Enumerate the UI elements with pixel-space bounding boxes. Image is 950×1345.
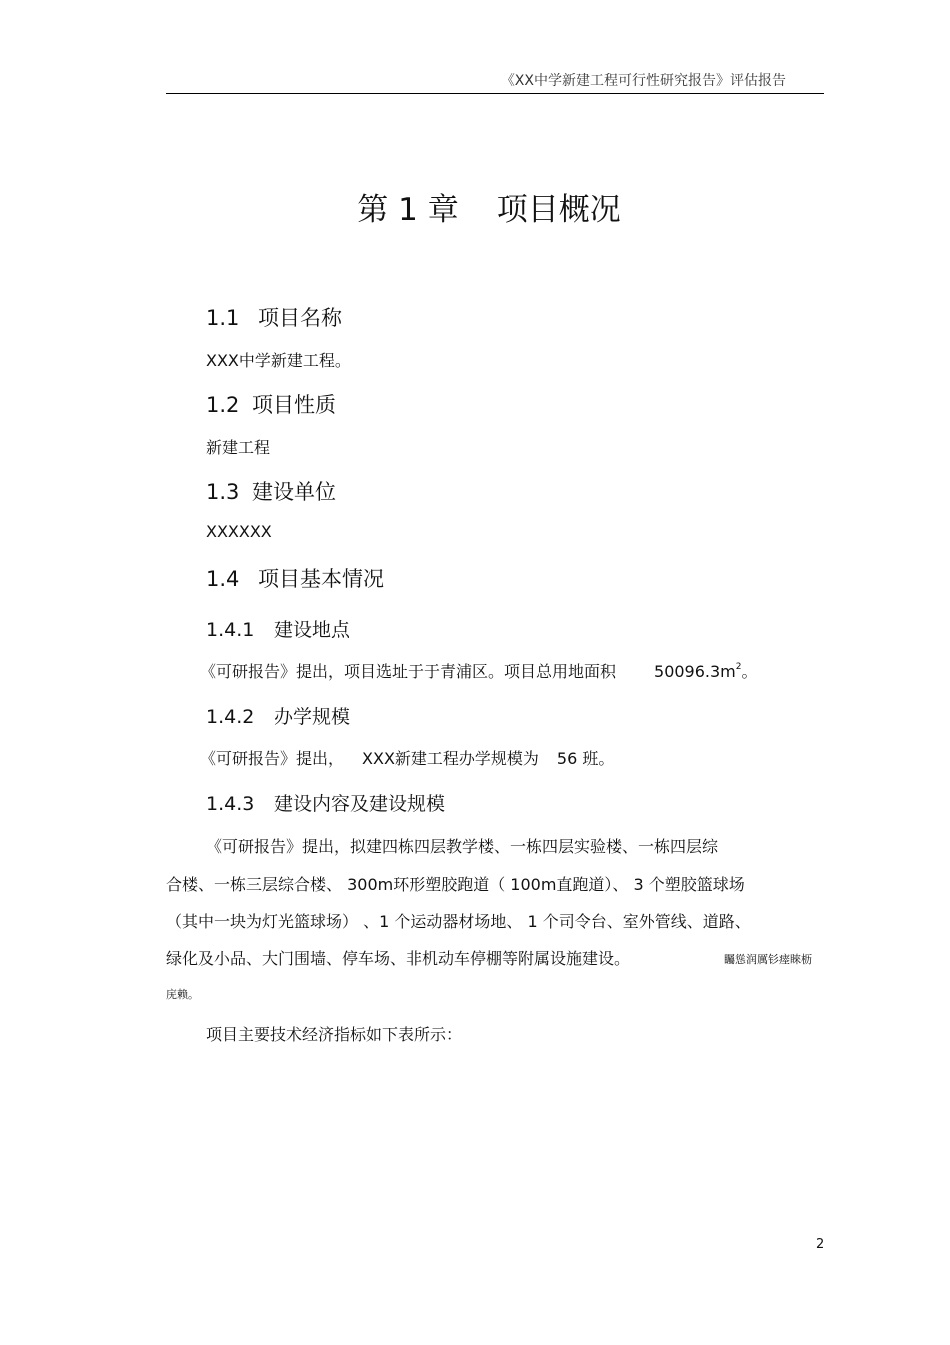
section-title: 项目基本情况 [258,567,384,591]
chapter-heading [0,184,950,229]
subsection-heading-1-4-1 [206,615,350,642]
paragraph-line-4: 绿化及小品、大门围墙、停车场、非机动车停棚等附属设施建设。 [166,949,631,968]
section-heading-1-4 [206,563,384,593]
section-title: 建设单位 [252,480,336,504]
closing-sentence: 项目主要技术经济指标如下表所示： [206,1025,463,1044]
paragraph-garbled-text: 矚慫润厲钐瘗睞枥 [724,953,812,966]
section-number: 1.1 [206,306,240,330]
subsection-number: 1.4.2 [206,706,255,728]
subsection-heading-1-4-3 [206,789,445,816]
subsection-title: 建设地点 [274,619,351,641]
section-body-1-3: XXXXXX [206,522,272,541]
section-body-1-2: 新建工程 [206,438,271,457]
subsection-heading-1-4-2 [206,702,350,729]
section-heading-1-2 [206,389,336,419]
section-heading-1-1 [206,302,342,332]
subsection-body-1-4-2: 《可研报告》提出， XXX新建工程办学规模为 56 班。 [200,749,615,768]
paragraph-garbled-text-end: 庑赖。 [166,988,199,1001]
paragraph-line-2: 合楼、一栋三层综合楼、 300m环形塑胶跑道（ 100m直跑道）、 3 个塑胶篮球场 [166,875,745,894]
page-number: 2 [816,1237,825,1252]
section-heading-1-3 [206,476,336,506]
header-rule [166,93,824,94]
subsection-title: 建设内容及建设规模 [274,793,446,815]
chapter-title: 项目概况 [496,192,621,228]
subsection-body-1-4-1: 《可研报告》提出，项目选址于于青浦区。项目总用地面积 $50096.3m^2$。 [200,661,758,681]
section-title: 项目名称 [258,306,342,330]
subsection-number: 1.4.3 [206,793,255,815]
section-body-1-1: XXX中学新建工程。 [206,351,351,370]
section-number: 1.4 [206,567,240,591]
section-title: 项目性质 [252,393,336,417]
subsection-title: 办学规模 [274,706,351,728]
section-number: 1.3 [206,480,240,504]
subsection-number: 1.4.1 [206,619,255,641]
paragraph-line-3: （其中一块为灯光篮球场） 、1 个运动器材场地、 1 个司令台、室外管线、道路、 [166,912,751,931]
section-number: 1.2 [206,393,240,417]
chapter-number: 第 1 章 [357,192,459,228]
paragraph-line-1: 《可研报告》提出，拟建四栋四层教学楼、一栋四层实验楼、一栋四层综 [206,837,719,856]
running-header: 《XX中学新建工程可行性研究报告》评估报告 [500,73,786,89]
